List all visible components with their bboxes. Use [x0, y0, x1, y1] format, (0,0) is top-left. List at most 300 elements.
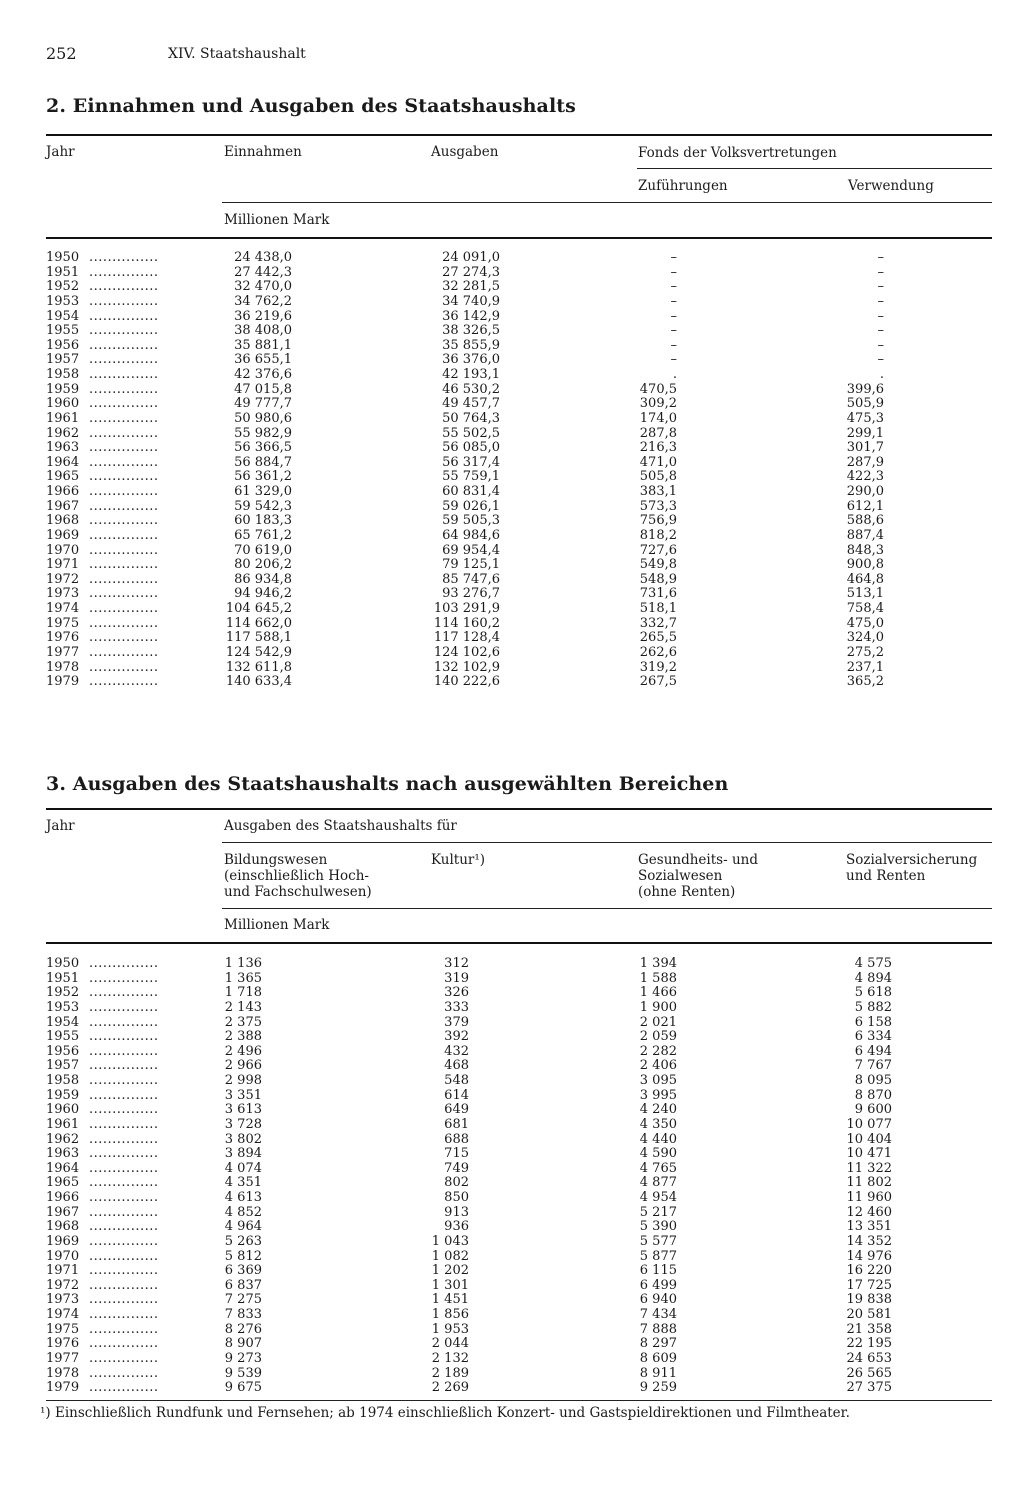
table3-row: [0, 972, 1024, 987]
table2-ausgaben-cell: 32 281,5: [442, 279, 500, 295]
table3-kultur-cell: 2 132: [431, 1351, 469, 1366]
table3-leader-dots: ...............: [89, 1043, 159, 1059]
table2-zufuehrungen-cell: 265,5: [639, 630, 677, 646]
table3-leader-dots: ...............: [89, 970, 159, 986]
table2-unit-rule: [222, 202, 992, 203]
table3-gesundheit-cell: 2 021: [639, 1014, 677, 1030]
table2-ausgaben-cell: 34 740,9: [442, 293, 500, 309]
table2-einnahmen-cell: 38 408,0: [234, 323, 292, 339]
table3-header-group: Ausgaben des Staatshaushalts für: [224, 818, 457, 834]
table3-leader-dots: ...............: [89, 1336, 159, 1352]
table2-zufuehrungen-cell: –: [670, 308, 677, 324]
table3-header-bildung: [224, 852, 372, 900]
table3-sozial-cell: 27 375: [846, 1380, 892, 1396]
table2-year: 1966: [46, 484, 80, 500]
table2-leader-dots: ...............: [89, 381, 159, 397]
table3-gesundheit-cell: 8 911: [639, 1365, 677, 1381]
table3-row: [0, 1367, 1024, 1382]
table3-bildung-cell: 2 375: [224, 1014, 262, 1030]
table3-row: [0, 1235, 1024, 1250]
table2-year: 1973: [46, 586, 80, 602]
table3-header-gesundheit-line1: Gesundheits- und: [638, 852, 758, 868]
footnote: ¹) Einschließlich Rundfunk und Fernsehen; ab 1974 einschließlich Konzert- und Gastspieldirektionen und Filmtheater.: [40, 1405, 850, 1421]
table3-bildung-cell: 3 351: [224, 1087, 262, 1103]
table2-header-fonds: Fonds der Volksvertretungen: [638, 145, 837, 161]
table3-kultur-cell: 312: [444, 956, 469, 971]
table3-bildung-cell: 5 263: [224, 1233, 262, 1249]
table2-unit: Millionen Mark: [224, 212, 330, 228]
table2-leader-dots: ...............: [89, 659, 159, 675]
table2-verwendung-cell: –: [877, 337, 884, 353]
table3-gesundheit-cell: 7 888: [639, 1321, 677, 1337]
table3-leader-dots: ...............: [89, 1116, 159, 1132]
table3-gesundheit-cell: 5 217: [639, 1204, 677, 1220]
table3-leader-dots: ...............: [89, 1248, 159, 1264]
table3-gesundheit-cell: 4 590: [639, 1146, 677, 1162]
table3-gesundheit-cell: 3 995: [639, 1087, 677, 1103]
table2-year: 1951: [46, 264, 80, 280]
table3-gesundheit-cell: 4 954: [639, 1190, 677, 1206]
table3-row: [0, 1162, 1024, 1177]
table2-year: 1968: [46, 513, 80, 529]
table2-zufuehrungen-cell: 756,9: [639, 513, 677, 529]
table2-verwendung-cell: 900,8: [846, 557, 884, 573]
table3-bildung-cell: 4 074: [224, 1160, 262, 1176]
table2-row: [0, 295, 1024, 310]
table2-ausgaben-cell: 60 831,4: [442, 484, 500, 500]
table3-gesundheit-cell: 5 877: [639, 1248, 677, 1264]
table3-sozial-cell: 12 460: [846, 1204, 892, 1220]
table2-verwendung-cell: 758,4: [846, 601, 884, 617]
table2-year: 1955: [46, 323, 80, 339]
table3-header-bildung-line2: (einschließlich Hoch-: [224, 868, 369, 884]
table3-leader-dots: ...............: [89, 1175, 159, 1191]
table2-year: 1953: [46, 293, 80, 309]
table3-bildung-cell: 4 351: [224, 1175, 262, 1191]
table2-einnahmen-cell: 140 633,4: [225, 674, 292, 690]
table3-kultur-cell: 392: [444, 1029, 469, 1045]
table3-sozial-cell: 4 894: [854, 970, 892, 986]
table3-sozial-cell: 8 870: [854, 1087, 892, 1103]
table2-zufuehrungen-cell: 267,5: [639, 674, 677, 690]
table2-leader-dots: ...............: [89, 469, 159, 485]
table2-einnahmen-cell: 60 183,3: [234, 513, 292, 529]
table2-ausgaben-cell: 36 376,0: [442, 352, 500, 368]
table2-year: 1958: [46, 367, 80, 383]
table2-zufuehrungen-cell: 319,2: [639, 659, 677, 675]
table3-sozial-cell: 10 077: [846, 1116, 892, 1132]
table2-einnahmen-cell: 34 762,2: [234, 293, 292, 309]
table2-leader-dots: ...............: [89, 264, 159, 280]
table3-kultur-cell: 802: [444, 1175, 469, 1191]
table3-sozial-cell: 10 404: [846, 1131, 892, 1147]
table2-verwendung-cell: 612,1: [846, 498, 884, 514]
table3-row: [0, 1220, 1024, 1235]
table2-leader-dots: ...............: [89, 586, 159, 602]
table3-header-kultur: Kultur¹): [431, 852, 486, 868]
table3-sozial-cell: 20 581: [846, 1307, 892, 1323]
table2-row: [0, 500, 1024, 515]
table3-row: [0, 1147, 1024, 1162]
table3-kultur-cell: 749: [444, 1160, 469, 1176]
table2-verwendung-cell: 299,1: [846, 425, 884, 441]
table3-year: 1961: [46, 1116, 80, 1132]
table2-leader-dots: ...............: [89, 557, 159, 573]
table3-leader-dots: ...............: [89, 1351, 159, 1366]
table3-bildung-cell: 2 388: [224, 1029, 262, 1045]
table2-ausgaben-cell: 124 102,6: [433, 645, 500, 660]
table2-ausgaben-cell: 114 160,2: [433, 615, 500, 631]
table3-leader-dots: ...............: [89, 1190, 159, 1206]
table2-row: [0, 280, 1024, 295]
table3-header-bildung-line1: Bildungswesen: [224, 852, 328, 868]
table3-sozial-cell: 11 960: [846, 1190, 892, 1206]
table2-row: [0, 266, 1024, 281]
table2-einnahmen-cell: 86 934,8: [234, 571, 292, 587]
table3-year: 1969: [46, 1233, 80, 1249]
table2-row: [0, 529, 1024, 544]
table3-sozial-cell: 16 220: [846, 1263, 892, 1279]
table2-zufuehrungen-cell: –: [670, 352, 677, 368]
table3-header-gesundheit-line2: Sozialwesen: [638, 868, 723, 884]
table3-kultur-cell: 1 043: [431, 1233, 469, 1249]
table3-year: 1964: [46, 1160, 80, 1176]
table2-leader-dots: ...............: [89, 513, 159, 529]
table3-row: [0, 1016, 1024, 1031]
table2-ausgaben-cell: 64 984,6: [442, 527, 500, 543]
table3-leader-dots: ...............: [89, 1307, 159, 1323]
table2-zufuehrungen-cell: 471,0: [639, 454, 677, 470]
table3-leader-dots: ...............: [89, 1146, 159, 1162]
table3-kultur-cell: 681: [444, 1116, 469, 1132]
table3-row: [0, 1118, 1024, 1133]
table3-year: 1960: [46, 1102, 80, 1118]
table2-leader-dots: ...............: [89, 440, 159, 456]
table3-bildung-cell: 1 136: [224, 956, 262, 971]
table3-leader-dots: ...............: [89, 1073, 159, 1089]
table2-leader-dots: ...............: [89, 542, 159, 558]
table3-kultur-cell: 1 953: [431, 1321, 469, 1337]
table2-row: [0, 397, 1024, 412]
table2-verwendung-cell: 422,3: [846, 469, 884, 485]
table2-header-bottom-rule: [46, 237, 992, 239]
table2-ausgaben-cell: 56 317,4: [442, 454, 500, 470]
table2-zufuehrungen-cell: –: [670, 293, 677, 309]
table3-kultur-cell: 2 189: [431, 1365, 469, 1381]
table2-einnahmen-cell: 24 438,0: [234, 250, 292, 265]
table2-row: [0, 339, 1024, 354]
table2-leader-dots: ...............: [89, 367, 159, 383]
table3-sozial-cell: 14 352: [846, 1233, 892, 1249]
table2-row: [0, 412, 1024, 427]
table3-kultur-cell: 326: [444, 985, 469, 1001]
table2-verwendung-cell: 464,8: [846, 571, 884, 587]
table3-sozial-cell: 6 158: [854, 1014, 892, 1030]
table2-year: 1952: [46, 279, 80, 295]
table3-header-sozial-line2: und Renten: [846, 868, 926, 884]
table2-zufuehrungen-cell: –: [670, 323, 677, 339]
table2-header-einnahmen: Einnahmen: [224, 144, 302, 160]
table3-header-sozial: [846, 852, 977, 884]
table3-bildung-cell: 3 728: [224, 1116, 262, 1132]
table2-zufuehrungen-cell: 470,5: [639, 381, 677, 397]
table2-zufuehrungen-cell: –: [670, 337, 677, 353]
table3-sozial-cell: 21 358: [846, 1321, 892, 1337]
table2-verwendung-cell: –: [877, 352, 884, 368]
table3-leader-dots: ...............: [89, 1219, 159, 1235]
table3-year: 1957: [46, 1058, 80, 1074]
table3-year: 1959: [46, 1087, 80, 1103]
table3-leader-dots: ...............: [89, 985, 159, 1001]
table3-sozial-cell: 24 653: [846, 1351, 892, 1366]
table2-ausgaben-cell: 132 102,9: [433, 659, 500, 675]
table3-row: [0, 1293, 1024, 1308]
table3-gesundheit-cell: 6 499: [639, 1277, 677, 1293]
table2-leader-dots: ...............: [89, 674, 159, 690]
table3-row: [0, 1279, 1024, 1294]
table3-gesundheit-cell: 5 577: [639, 1233, 677, 1249]
table2-ausgaben-cell: 24 091,0: [442, 250, 500, 265]
table3-leader-dots: ...............: [89, 1131, 159, 1147]
table3-gesundheit-cell: 1 588: [639, 970, 677, 986]
table3-sozial-cell: 13 351: [846, 1219, 892, 1235]
table2-row: [0, 470, 1024, 485]
table2-title: 2. Einnahmen und Ausgaben des Staatshaushalts: [46, 95, 576, 117]
table3-year: 1977: [46, 1351, 80, 1366]
table2-verwendung-cell: 475,0: [846, 615, 884, 631]
table3-row: [0, 1176, 1024, 1191]
table3-leader-dots: ...............: [89, 1263, 159, 1279]
table2-year: 1976: [46, 630, 80, 646]
table3-year: 1963: [46, 1146, 80, 1162]
table2-leader-dots: ...............: [89, 396, 159, 412]
table3-bildung-cell: 2 998: [224, 1073, 262, 1089]
table2-year: 1971: [46, 557, 80, 573]
table2-row: [0, 675, 1024, 690]
table2-zufuehrungen-cell: 818,2: [639, 527, 677, 543]
table2-row: [0, 427, 1024, 442]
table3-sozial-cell: 9 600: [854, 1102, 892, 1118]
table3-row: [0, 1206, 1024, 1221]
table2-verwendung-cell: 324,0: [846, 630, 884, 646]
table2-row: [0, 368, 1024, 383]
table3-gesundheit-cell: 9 259: [639, 1380, 677, 1396]
table3-kultur-cell: 1 082: [431, 1248, 469, 1264]
table3-sozial-cell: 26 565: [846, 1365, 892, 1381]
table2-year: 1963: [46, 440, 80, 456]
table2-zufuehrungen-cell: 309,2: [639, 396, 677, 412]
table2-row: [0, 573, 1024, 588]
table3-year: 1968: [46, 1219, 80, 1235]
table2-verwendung-cell: 513,1: [846, 586, 884, 602]
table3-leader-dots: ...............: [89, 1292, 159, 1308]
table2-ausgaben-cell: 59 505,3: [442, 513, 500, 529]
table3-row: [0, 1381, 1024, 1396]
table2-verwendung-cell: 475,3: [846, 410, 884, 426]
table3-leader-dots: ...............: [89, 1321, 159, 1337]
table3-year: 1962: [46, 1131, 80, 1147]
table2-year: 1970: [46, 542, 80, 558]
table2-zufuehrungen-cell: 383,1: [639, 484, 677, 500]
table2-verwendung-cell: .: [879, 367, 884, 383]
table2-einnahmen-cell: 50 980,6: [234, 410, 292, 426]
table2-leader-dots: ...............: [89, 337, 159, 353]
table3-kultur-cell: 1 856: [431, 1307, 469, 1323]
table2-verwendung-cell: 301,7: [846, 440, 884, 456]
table3-kultur-cell: 379: [444, 1014, 469, 1030]
table3-leader-dots: ...............: [89, 1160, 159, 1176]
table3-kultur-cell: 548: [444, 1073, 469, 1089]
table2-einnahmen-cell: 132 611,8: [225, 659, 292, 675]
table3-sozial-cell: 10 471: [846, 1146, 892, 1162]
table2-leader-dots: ...............: [89, 601, 159, 617]
table3-leader-dots: ...............: [89, 1365, 159, 1381]
table2-verwendung-cell: 588,6: [846, 513, 884, 529]
table3-header-gesundheit-line3: (ohne Renten): [638, 884, 736, 900]
table2-leader-dots: ...............: [89, 484, 159, 500]
table3-leader-dots: ...............: [89, 1233, 159, 1249]
footnote-rule: [46, 1400, 992, 1401]
table2-zufuehrungen-cell: 549,8: [639, 557, 677, 573]
table2-row: [0, 514, 1024, 529]
table2-leader-dots: ...............: [89, 630, 159, 646]
table3-header-sozial-line1: Sozialversicherung: [846, 852, 978, 868]
table3-sozial-cell: 8 095: [854, 1073, 892, 1089]
table2-year: 1977: [46, 645, 80, 660]
table2-verwendung-cell: 287,9: [846, 454, 884, 470]
table3-row: [0, 1059, 1024, 1074]
table3-year: 1978: [46, 1365, 80, 1381]
table3-year: 1967: [46, 1204, 80, 1220]
table3-bildung-cell: 6 837: [224, 1277, 262, 1293]
table2-year: 1969: [46, 527, 80, 543]
table2-row: [0, 544, 1024, 559]
table2-row: [0, 324, 1024, 339]
table2-einnahmen-cell: 55 982,9: [234, 425, 292, 441]
table3-sozial-cell: 4 575: [854, 956, 892, 971]
table3-gesundheit-cell: 5 390: [639, 1219, 677, 1235]
table3-gesundheit-cell: 1 466: [639, 985, 677, 1001]
table2-zufuehrungen-cell: 332,7: [639, 615, 677, 631]
table2-header-ausgaben: Ausgaben: [431, 144, 499, 160]
table2-leader-dots: ...............: [89, 293, 159, 309]
table2-einnahmen-cell: 94 946,2: [234, 586, 292, 602]
table2-zufuehrungen-cell: –: [670, 250, 677, 265]
table3-year: 1950: [46, 956, 80, 971]
table3-year: 1974: [46, 1307, 80, 1323]
table3-year: 1951: [46, 970, 80, 986]
table3-bildung-cell: 3 894: [224, 1146, 262, 1162]
table3-gesundheit-cell: 2 406: [639, 1058, 677, 1074]
table3-leader-dots: ...............: [89, 1029, 159, 1045]
table3-bildung-cell: 2 496: [224, 1043, 262, 1059]
table2-row: [0, 485, 1024, 500]
table3-row: [0, 1352, 1024, 1367]
table3-row: [0, 957, 1024, 972]
table2-zufuehrungen-cell: 216,3: [639, 440, 677, 456]
table2-year: 1950: [46, 250, 80, 265]
table3-gesundheit-cell: 4 350: [639, 1116, 677, 1132]
table2-einnahmen-cell: 80 206,2: [234, 557, 292, 573]
table2-year: 1961: [46, 410, 80, 426]
table2-row: [0, 602, 1024, 617]
table2-leader-dots: ...............: [89, 410, 159, 426]
table2-einnahmen-cell: 117 588,1: [225, 630, 292, 646]
table3-bildung-cell: 8 276: [224, 1321, 262, 1337]
table3-row: [0, 1045, 1024, 1060]
table2-einnahmen-cell: 56 366,5: [234, 440, 292, 456]
table2-ausgaben-cell: 85 747,6: [442, 571, 500, 587]
table3-kultur-cell: 2 269: [431, 1380, 469, 1396]
table2-year: 1959: [46, 381, 80, 397]
table2-top-rule: [46, 134, 992, 136]
table3-sozial-cell: 5 618: [854, 985, 892, 1001]
table2-year: 1962: [46, 425, 80, 441]
table3-year: 1955: [46, 1029, 80, 1045]
table3-year: 1956: [46, 1043, 80, 1059]
table3-gesundheit-cell: 4 877: [639, 1175, 677, 1191]
table2-zufuehrungen-cell: 262,6: [639, 645, 677, 660]
table3-sozial-cell: 6 334: [854, 1029, 892, 1045]
table2-leader-dots: ...............: [89, 323, 159, 339]
table2-verwendung-cell: –: [877, 293, 884, 309]
table2-ausgaben-cell: 55 759,1: [442, 469, 500, 485]
table2-verwendung-cell: 290,0: [846, 484, 884, 500]
table3-row: [0, 1133, 1024, 1148]
table3-kultur-cell: 468: [444, 1058, 469, 1074]
table2-einnahmen-cell: 36 219,6: [234, 308, 292, 324]
table2-verwendung-cell: 365,2: [846, 674, 884, 690]
table2-leader-dots: ...............: [89, 498, 159, 514]
table3-leader-dots: ...............: [89, 1014, 159, 1030]
table2-header-verwendung: Verwendung: [848, 178, 934, 194]
table2-ausgaben-cell: 42 193,1: [442, 367, 500, 383]
table2-row: [0, 631, 1024, 646]
table2-verwendung-cell: –: [877, 308, 884, 324]
table2-verwendung-cell: –: [877, 264, 884, 280]
table3-leader-dots: ...............: [89, 956, 159, 971]
table2-year: 1965: [46, 469, 80, 485]
table3-sozial-cell: 6 494: [854, 1043, 892, 1059]
table2-einnahmen-cell: 32 470,0: [234, 279, 292, 295]
table2-row: [0, 617, 1024, 632]
table3-year: 1976: [46, 1336, 80, 1352]
table3-row: [0, 1089, 1024, 1104]
table2-row: [0, 441, 1024, 456]
table2-zufuehrungen-cell: 518,1: [639, 601, 677, 617]
table2-ausgaben-cell: 79 125,1: [442, 557, 500, 573]
table2-ausgaben-cell: 46 530,2: [442, 381, 500, 397]
table3-year: 1966: [46, 1190, 80, 1206]
table3-header-gesundheit: [638, 852, 758, 900]
table3-year: 1970: [46, 1248, 80, 1264]
table2-year: 1957: [46, 352, 80, 368]
table3-row: [0, 1103, 1024, 1118]
table2-ausgaben-cell: 55 502,5: [442, 425, 500, 441]
table2-header-jahr: Jahr: [46, 144, 75, 160]
table3-sozial-cell: 11 802: [846, 1175, 892, 1191]
table3-gesundheit-cell: 8 297: [639, 1336, 677, 1352]
table3-year: 1954: [46, 1014, 80, 1030]
table3-row: [0, 1030, 1024, 1045]
table3-gesundheit-cell: 8 609: [639, 1351, 677, 1366]
table2-ausgaben-cell: 56 085,0: [442, 440, 500, 456]
table2-einnahmen-cell: 59 542,3: [234, 498, 292, 514]
table2-ausgaben-cell: 50 764,3: [442, 410, 500, 426]
table3-bildung-cell: 1 718: [224, 985, 262, 1001]
table3-leader-dots: ...............: [89, 999, 159, 1015]
table3-row: [0, 1264, 1024, 1279]
